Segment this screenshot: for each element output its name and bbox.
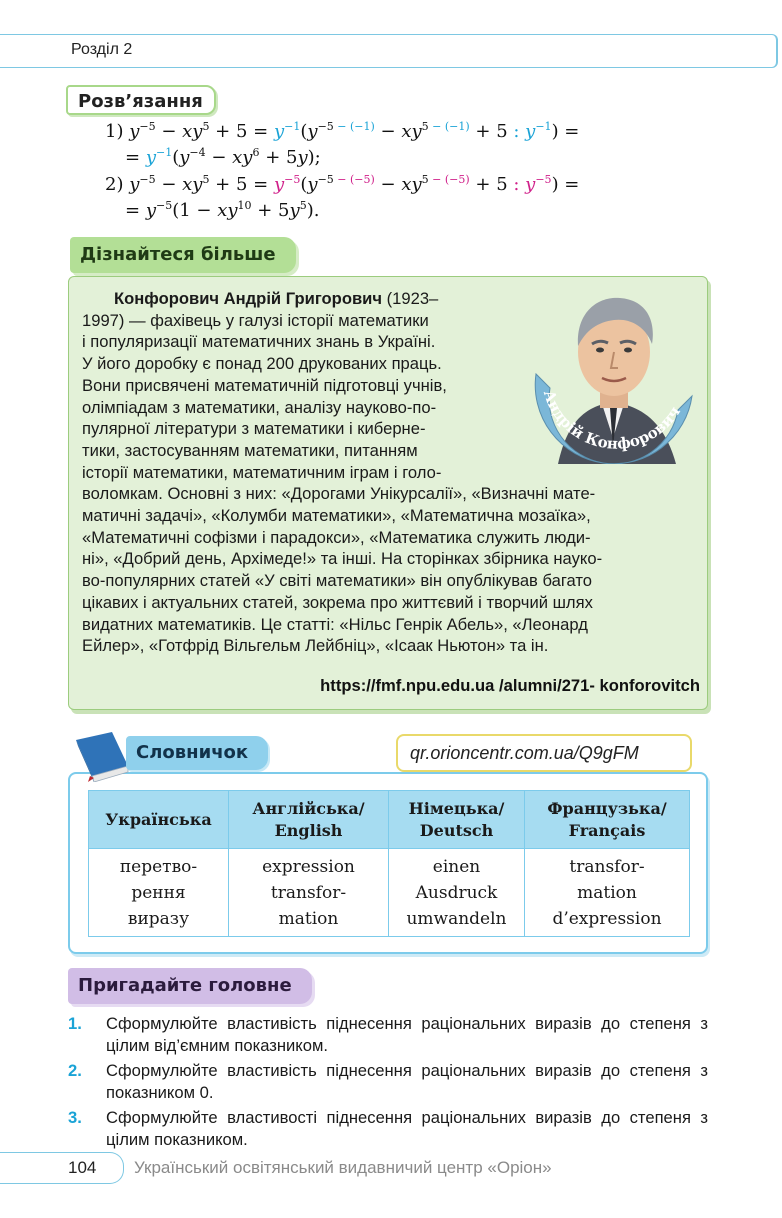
- bio-line: цікавих і актуальних статей, зокрема про життєвий і творчий шлях: [82, 592, 593, 612]
- question-number: 1.: [68, 1014, 82, 1033]
- math-line-2: = $y^{-1}(y^{-4} - xy^6 + 5y)$;: [125, 146, 321, 168]
- portrait-illustration: [528, 288, 698, 464]
- bio-name: Конфорович Андрій Григорович: [114, 289, 382, 308]
- book-icon: [72, 730, 130, 782]
- question-number: 3.: [68, 1108, 82, 1127]
- cell-english: expression transfor- mation: [229, 849, 389, 937]
- cell-german: einen Ausdruck umwandeln: [389, 849, 525, 937]
- bio-line: і популяризації математичних знань в Україні.: [82, 332, 436, 352]
- section-header: [0, 34, 778, 68]
- question-text: Сформулюйте властивість піднесення раціональних виразів до степеня з цілим від’ємним показником.: [106, 1014, 708, 1055]
- learn-more-label: Дізнайтеся більше: [70, 237, 296, 273]
- cell-french: transfor- mation d’expression: [525, 849, 690, 937]
- vocabulary-table: [88, 790, 690, 937]
- vocabulary-label: Словничок: [126, 736, 268, 770]
- page-number: 104: [68, 1158, 97, 1177]
- question-item: [68, 1107, 708, 1150]
- column-header-english: Англійська/ English: [229, 791, 389, 849]
- bio-line: тики, застосуванням математики, питанням: [82, 440, 418, 460]
- recall-label: Пригадайте головне: [68, 968, 312, 1004]
- column-header-french: Французька/ Français: [525, 791, 690, 849]
- question-text: Сформулюйте властивості піднесення раціональних виразів до степеня з цілим показником.: [106, 1108, 708, 1149]
- page-number-tab: [0, 1152, 124, 1184]
- bio-line: Ейлер», «Готфрід Вільгельм Лейбніц», «Ісаак Ньютон» та ін.: [82, 636, 549, 656]
- publisher-name: Український освітянський видавничий центр «Оріон»: [134, 1158, 552, 1177]
- cell-ukrainian: перетво- рення виразу: [89, 849, 229, 937]
- question-item: [68, 1060, 708, 1103]
- bio-line: олімпіадам з математики, аналізу науково-по-: [82, 397, 437, 417]
- math-line-4: = $y^{-5}(1 - xy^{10} + 5y^5)$.: [125, 199, 320, 221]
- question-number: 2.: [68, 1061, 82, 1080]
- bio-line: «Математичні софізми і парадокси», «Математика служить люди-: [82, 527, 591, 547]
- table-header-row: [89, 791, 690, 849]
- math-line-1: 1) $y^{-5} - xy^5 + 5 = y^{-1}(y^{-5 - (-1)} - xy^{5 - (-1)} + 5$ : $y^{-1}$) =: [105, 120, 580, 142]
- math-line-3: 2) $y^{-5} - xy^5 + 5 = y^{-5}(y^{-5 - (-5)} - xy^{5 - (-5)} + 5$ : $y^{-5}$) =: [105, 173, 580, 195]
- bio-line: історії математики, математичним іграм і голо-: [82, 462, 442, 482]
- question-item: [68, 1013, 708, 1056]
- bio-first-line: Конфорович Андрій Григорович (1923–: [114, 289, 439, 308]
- column-header-german: Німецька/ Deutsch: [389, 791, 525, 849]
- qr-link[interactable]: qr.orioncentr.com.ua/Q9gFM: [396, 734, 692, 772]
- bio-line: ні», «Добрий день, Архімеде!» та інші. На сторінках збірника науко-: [82, 549, 603, 569]
- solution-label: Розв’язання: [66, 85, 216, 115]
- source-link[interactable]: https://fmf.npu.edu.ua /alumni/271- konforovitch: [320, 676, 700, 695]
- portrait-caption: Андрій Конфорович: [539, 387, 685, 453]
- section-title: Розділ 2: [71, 41, 133, 58]
- bio-line: Вони присвячені математичній підготовці учнів,: [82, 375, 447, 395]
- bio-line: во-популярних статей «У світі математики» він опублікував багато: [82, 571, 593, 591]
- bio-line: видатних математиків. Це статті: «Нільс Генрік Абель», «Леонард: [82, 614, 588, 634]
- bio-line: пулярної літератури з математики і киберне-: [82, 419, 426, 439]
- bio-line: У його доробку є понад 200 друкованих праць.: [82, 354, 442, 374]
- column-header-ukrainian: Українська: [89, 791, 229, 849]
- bio-line: 1997) — фахівець у галузі історії математики: [82, 310, 429, 330]
- table-row: [89, 849, 690, 937]
- question-text: Сформулюйте властивість піднесення раціональних виразів до степеня з показником 0.: [106, 1061, 708, 1102]
- bio-line: матичні задачі», «Колумби математики», «Математична мозаїка»,: [82, 506, 591, 526]
- bio-line: воломкам. Основні з них: «Дорогами Унікурсалії», «Визначні мате-: [82, 484, 596, 504]
